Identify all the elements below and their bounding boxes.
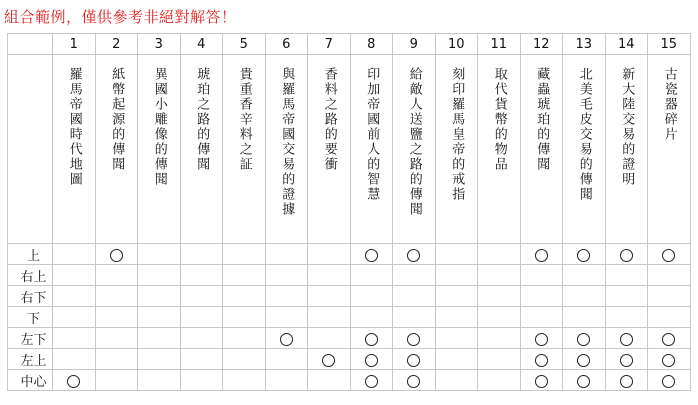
row-label: 左下 bbox=[8, 328, 53, 349]
table-cell bbox=[95, 349, 138, 370]
table-cell bbox=[563, 244, 606, 265]
table-row bbox=[8, 328, 691, 349]
table-cell bbox=[308, 244, 351, 265]
circle-mark-icon bbox=[662, 375, 675, 388]
table-cell bbox=[223, 349, 266, 370]
column-name: 取代貨幣的物品 bbox=[491, 67, 507, 172]
table-cell bbox=[605, 265, 648, 286]
table-cell bbox=[648, 370, 691, 391]
table-cell bbox=[180, 265, 223, 286]
table-cell bbox=[265, 328, 308, 349]
table-cell bbox=[53, 244, 96, 265]
table-cell bbox=[95, 370, 138, 391]
column-number: 6 bbox=[265, 34, 308, 55]
column-name: 香料之路的要衝 bbox=[321, 67, 337, 172]
table-cell bbox=[605, 244, 648, 265]
table-cell bbox=[138, 349, 181, 370]
circle-mark-icon bbox=[620, 375, 633, 388]
column-name: 藏蟲琥珀的傳聞 bbox=[534, 67, 550, 172]
row-label: 下 bbox=[8, 307, 53, 328]
circle-mark-icon bbox=[620, 249, 633, 262]
table-cell bbox=[265, 286, 308, 307]
circle-mark-icon bbox=[535, 375, 548, 388]
table-cell bbox=[393, 265, 436, 286]
column-name-cell bbox=[223, 55, 266, 244]
table-cell bbox=[180, 349, 223, 370]
table-cell bbox=[393, 370, 436, 391]
table-cell bbox=[435, 349, 478, 370]
table-cell bbox=[53, 370, 96, 391]
column-name: 貴重香辛料之証 bbox=[236, 67, 252, 172]
table-cell bbox=[605, 370, 648, 391]
table-row bbox=[8, 307, 691, 328]
circle-mark-icon bbox=[577, 375, 590, 388]
circle-mark-icon bbox=[110, 249, 123, 262]
table-cell bbox=[393, 286, 436, 307]
column-name-cell bbox=[520, 55, 563, 244]
table-cell bbox=[435, 370, 478, 391]
column-name: 琥珀之路的傳聞 bbox=[194, 67, 210, 172]
circle-mark-icon bbox=[365, 333, 378, 346]
table-cell bbox=[138, 328, 181, 349]
table-cell bbox=[350, 244, 393, 265]
table-cell bbox=[308, 265, 351, 286]
corner-cell bbox=[8, 55, 53, 244]
circle-mark-icon bbox=[365, 249, 378, 262]
table-row bbox=[8, 349, 691, 370]
table-cell bbox=[53, 307, 96, 328]
circle-mark-icon bbox=[365, 354, 378, 367]
column-number: 14 bbox=[605, 34, 648, 55]
column-name-cell bbox=[605, 55, 648, 244]
table-cell bbox=[265, 307, 308, 328]
table-cell bbox=[563, 349, 606, 370]
table-cell bbox=[435, 244, 478, 265]
table-cell bbox=[308, 349, 351, 370]
table-cell bbox=[520, 349, 563, 370]
table-cell bbox=[223, 307, 266, 328]
table-cell bbox=[95, 328, 138, 349]
table-cell bbox=[95, 307, 138, 328]
table-cell bbox=[180, 286, 223, 307]
table-cell bbox=[138, 286, 181, 307]
circle-mark-icon bbox=[577, 354, 590, 367]
table-cell bbox=[393, 349, 436, 370]
circle-mark-icon bbox=[407, 249, 420, 262]
table-row bbox=[8, 265, 691, 286]
table-cell bbox=[648, 244, 691, 265]
table-cell bbox=[648, 349, 691, 370]
column-name-cell bbox=[563, 55, 606, 244]
column-number: 8 bbox=[350, 34, 393, 55]
table-cell bbox=[308, 370, 351, 391]
table-cell bbox=[478, 328, 521, 349]
row-label: 右下 bbox=[8, 286, 53, 307]
circle-mark-icon bbox=[407, 354, 420, 367]
table-row bbox=[8, 370, 691, 391]
column-name-cell bbox=[393, 55, 436, 244]
column-name-cell bbox=[95, 55, 138, 244]
table-cell bbox=[138, 307, 181, 328]
table-cell bbox=[478, 307, 521, 328]
table-cell bbox=[350, 328, 393, 349]
table-cell bbox=[350, 307, 393, 328]
table-cell bbox=[138, 265, 181, 286]
table-cell bbox=[435, 328, 478, 349]
column-name: 與羅馬帝國交易的證據 bbox=[279, 67, 295, 217]
circle-mark-icon bbox=[322, 354, 335, 367]
column-number: 13 bbox=[563, 34, 606, 55]
table-cell bbox=[180, 328, 223, 349]
column-number: 1 bbox=[53, 34, 96, 55]
column-name: 印加帝國前人的智慧 bbox=[364, 67, 380, 202]
table-cell bbox=[435, 286, 478, 307]
table-cell bbox=[648, 286, 691, 307]
row-label: 上 bbox=[8, 244, 53, 265]
table-cell bbox=[180, 244, 223, 265]
table-cell bbox=[605, 307, 648, 328]
table-cell bbox=[605, 328, 648, 349]
table-cell bbox=[605, 286, 648, 307]
column-name-cell bbox=[308, 55, 351, 244]
column-name-row bbox=[8, 55, 691, 244]
table-cell bbox=[308, 328, 351, 349]
column-number: 3 bbox=[138, 34, 181, 55]
column-number: 5 bbox=[223, 34, 266, 55]
column-name: 古瓷器碎片 bbox=[661, 67, 677, 142]
circle-mark-icon bbox=[535, 333, 548, 346]
table-cell bbox=[520, 244, 563, 265]
table-cell bbox=[478, 265, 521, 286]
table-cell bbox=[53, 349, 96, 370]
table-cell bbox=[393, 328, 436, 349]
column-number: 7 bbox=[308, 34, 351, 55]
table-cell bbox=[393, 244, 436, 265]
table-cell bbox=[138, 244, 181, 265]
table-cell bbox=[53, 286, 96, 307]
page-title: 組合範例，僅供參考非絕對解答！ bbox=[4, 8, 237, 26]
column-name: 新大陸交易的證明 bbox=[619, 67, 635, 187]
table-cell bbox=[435, 307, 478, 328]
column-name-cell bbox=[435, 55, 478, 244]
table-cell bbox=[520, 286, 563, 307]
table-cell bbox=[605, 349, 648, 370]
table-cell bbox=[478, 286, 521, 307]
circle-mark-icon bbox=[535, 249, 548, 262]
table-cell bbox=[223, 370, 266, 391]
table-cell bbox=[478, 370, 521, 391]
circle-mark-icon bbox=[620, 354, 633, 367]
table-cell bbox=[435, 265, 478, 286]
table-cell bbox=[520, 307, 563, 328]
table-cell bbox=[350, 286, 393, 307]
table-cell bbox=[95, 244, 138, 265]
table-cell bbox=[180, 307, 223, 328]
column-number: 11 bbox=[478, 34, 521, 55]
table-cell bbox=[350, 265, 393, 286]
column-name-cell bbox=[265, 55, 308, 244]
table-cell bbox=[95, 286, 138, 307]
column-name: 北美毛皮交易的傳聞 bbox=[576, 67, 592, 202]
table-cell bbox=[648, 265, 691, 286]
table-cell bbox=[223, 328, 266, 349]
column-name-cell bbox=[53, 55, 96, 244]
circle-mark-icon bbox=[662, 354, 675, 367]
table-cell bbox=[563, 265, 606, 286]
table-cell bbox=[563, 328, 606, 349]
table-cell bbox=[393, 307, 436, 328]
circle-mark-icon bbox=[407, 333, 420, 346]
column-name-cell bbox=[350, 55, 393, 244]
column-name-cell bbox=[478, 55, 521, 244]
circle-mark-icon bbox=[365, 375, 378, 388]
column-number: 2 bbox=[95, 34, 138, 55]
table-row bbox=[8, 244, 691, 265]
circle-mark-icon bbox=[577, 249, 590, 262]
column-number: 9 bbox=[393, 34, 436, 55]
circle-mark-icon bbox=[662, 249, 675, 262]
table-cell bbox=[350, 370, 393, 391]
table-cell bbox=[520, 370, 563, 391]
column-name: 異國小雕像的傳聞 bbox=[151, 67, 167, 187]
table-cell bbox=[648, 328, 691, 349]
combination-table bbox=[7, 33, 691, 391]
column-number: 10 bbox=[435, 34, 478, 55]
row-label: 右上 bbox=[8, 265, 53, 286]
table-cell bbox=[563, 307, 606, 328]
column-number: 15 bbox=[648, 34, 691, 55]
circle-mark-icon bbox=[662, 333, 675, 346]
table-cell bbox=[223, 244, 266, 265]
column-name-cell bbox=[180, 55, 223, 244]
column-name: 給敵人送鹽之路的傳聞 bbox=[406, 67, 422, 217]
circle-mark-icon bbox=[535, 354, 548, 367]
circle-mark-icon bbox=[407, 375, 420, 388]
table-cell bbox=[563, 370, 606, 391]
table-cell bbox=[265, 244, 308, 265]
table-cell bbox=[308, 307, 351, 328]
column-name: 紙幣起源的傳聞 bbox=[109, 67, 125, 172]
table-cell bbox=[180, 370, 223, 391]
table-cell bbox=[265, 349, 308, 370]
table-cell bbox=[563, 286, 606, 307]
table-cell bbox=[265, 370, 308, 391]
corner-cell bbox=[8, 34, 53, 55]
column-name-cell bbox=[648, 55, 691, 244]
circle-mark-icon bbox=[620, 333, 633, 346]
table-cell bbox=[138, 370, 181, 391]
table-cell bbox=[53, 328, 96, 349]
table-cell bbox=[478, 349, 521, 370]
table-cell bbox=[223, 286, 266, 307]
table-cell bbox=[53, 265, 96, 286]
column-name: 羅馬帝國時代地圖 bbox=[66, 67, 82, 187]
column-number: 4 bbox=[180, 34, 223, 55]
table-cell bbox=[478, 244, 521, 265]
table-cell bbox=[520, 265, 563, 286]
row-label: 左上 bbox=[8, 349, 53, 370]
table-cell bbox=[308, 286, 351, 307]
table-cell bbox=[350, 349, 393, 370]
column-name: 刻印羅馬皇帝的戒指 bbox=[449, 67, 465, 202]
table-cell bbox=[648, 307, 691, 328]
column-name-cell bbox=[138, 55, 181, 244]
row-label: 中心 bbox=[8, 370, 53, 391]
column-number-row bbox=[8, 34, 691, 55]
circle-mark-icon bbox=[577, 333, 590, 346]
circle-mark-icon bbox=[67, 375, 80, 388]
column-number: 12 bbox=[520, 34, 563, 55]
table-cell bbox=[265, 265, 308, 286]
table-cell bbox=[223, 265, 266, 286]
table-cell bbox=[95, 265, 138, 286]
table-cell bbox=[520, 328, 563, 349]
circle-mark-icon bbox=[280, 333, 293, 346]
table-row bbox=[8, 286, 691, 307]
